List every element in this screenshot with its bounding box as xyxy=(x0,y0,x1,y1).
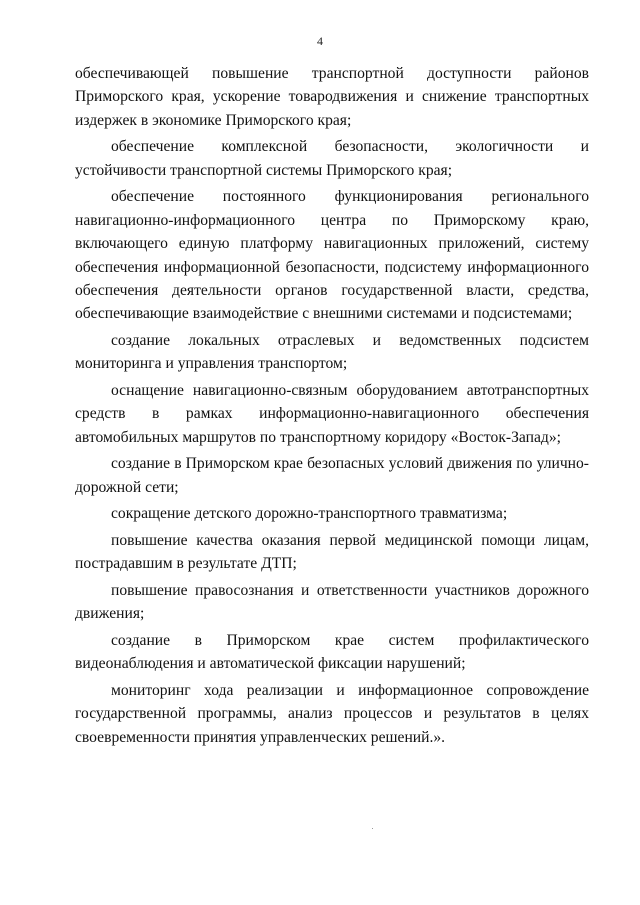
scan-speck xyxy=(372,828,373,829)
paragraph-2: обеспечение комплексной безопасности, экологичности и устойчивости транспортной системы Приморского края; xyxy=(75,138,589,179)
paragraph-8: повышение качества оказания первой медицинской помощи лицам, пострадавшим в результате ДТП; xyxy=(75,532,589,573)
document-body xyxy=(75,62,589,752)
paragraph-9: повышение правосознания и ответственности участников дорожного движения; xyxy=(75,582,589,623)
paragraph-6: создание в Приморском крае безопасных условий движения по улично-дорожной сети; xyxy=(75,455,589,496)
paragraph-7: сокращение детского дорожно-транспортного травматизма; xyxy=(111,505,508,523)
paragraph-4: создание локальных отраслевых и ведомственных подсистем мониторинга и управления транспортом; xyxy=(75,332,589,373)
paragraph-1: обеспечивающей повышение транспортной доступности районов Приморского края, ускорение товародвижения и снижение транспортных издержек в экономике Приморского края; xyxy=(75,65,589,129)
paragraph-5: оснащение навигационно-связным оборудованием автотранспортных средств в рамках информационно-навигационного обеспечения автомобильных маршрутов по транспортному коридору «Восток-Запад»; xyxy=(75,382,589,446)
page-number: 4 xyxy=(317,34,323,48)
paragraph-11: мониторинг хода реализации и информационное сопровождение государственной программы, анализ процессов и результатов в целях своевременности принятия управленческих решений.». xyxy=(75,682,589,746)
paragraph-10: создание в Приморском крае систем профилактического видеонаблюдения и автоматической фиксации нарушений; xyxy=(75,632,589,673)
paragraph-3: обеспечение постоянного функционирования регионального навигационно-информационного центра по Приморскому краю, включающего единую платформу навигационных приложений, систему обеспечения информационной безопасности, подсистему информационного обеспечения деятельности органов государственной власти, средства, обеспечивающие взаимодействие с внешними системами и подсистемами; xyxy=(75,188,589,323)
